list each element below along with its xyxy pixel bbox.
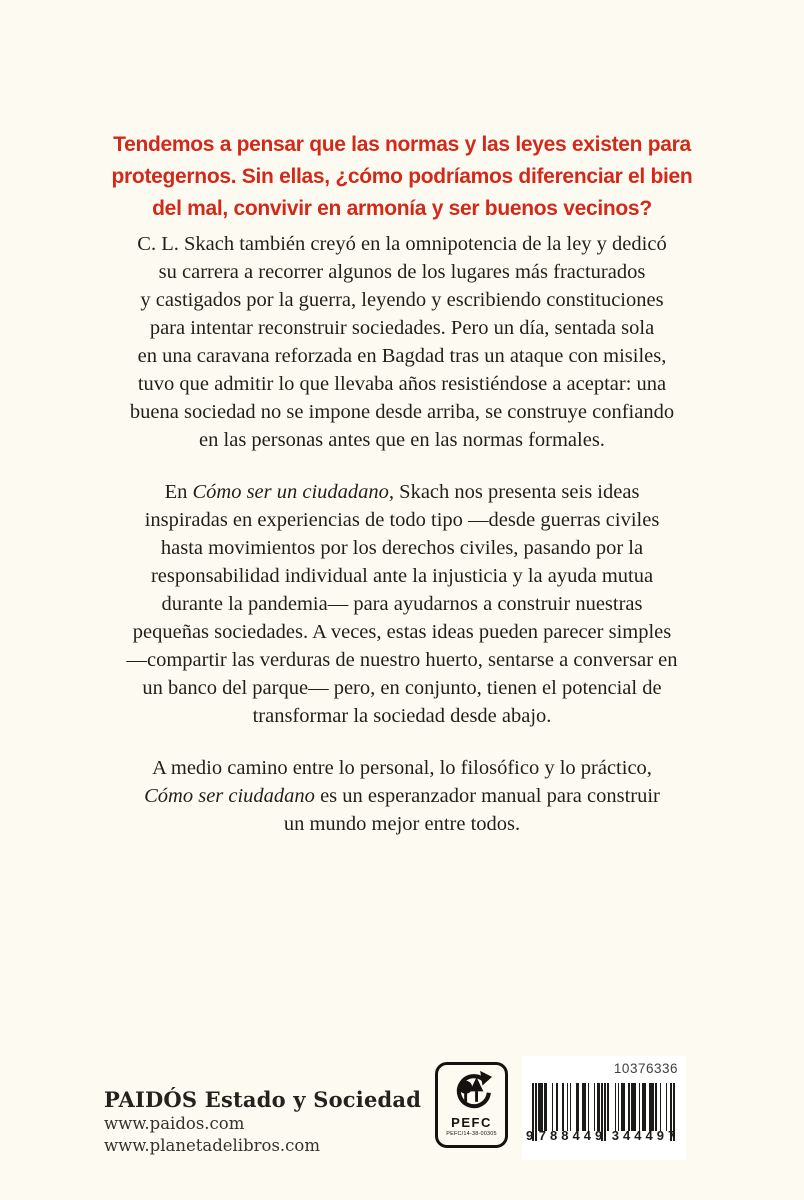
- publisher-imprint: PAIDÓS Estado y Sociedad: [104, 1087, 422, 1112]
- text-line: inspiradas en experiencias de todo tipo —desde guerras civiles: [144, 509, 660, 531]
- text-line: hasta movimientos por los derechos civiles, pasando por la: [160, 537, 644, 559]
- text-line: del mal, convivir en armonía y ser buenos vecinos?: [152, 197, 652, 220]
- text-line: protegernos. Sin ellas, ¿cómo podríamos diferenciar el bien: [111, 165, 693, 188]
- pefc-label: PEFC: [451, 1115, 492, 1130]
- product-code: 10376336: [613, 1061, 678, 1076]
- pefc-certification-badge: [435, 1062, 508, 1148]
- text-line: —compartir las verduras de nuestro huerto, sentarse a conversar en: [126, 649, 678, 671]
- text-line: su carrera a recorrer algunos de los lugares más fracturados: [158, 261, 646, 283]
- tagline: [0, 129, 804, 225]
- isbn-digit-group: 788449: [538, 1128, 607, 1143]
- text-line: un mundo mejor entre todos.: [283, 813, 521, 835]
- isbn-digit-group: 344497: [611, 1128, 680, 1143]
- text-line: Tendemos a pensar que las normas y las leyes existen para: [113, 133, 691, 156]
- text-line: tuvo que admitir lo que llevaba años resistiéndose a aceptar: una: [137, 373, 667, 395]
- planetadelibros-url: www.planetadelibros.com: [104, 1136, 320, 1155]
- publisher-block: [104, 1086, 421, 1157]
- pefc-certificate-code: PEFC/14-38-00305: [446, 1131, 497, 1137]
- text-line: un banco del parque— pero, en conjunto, tienen el potencial de: [142, 677, 662, 699]
- pefc-trees-icon: [449, 1070, 495, 1115]
- isbn-digits: [526, 1128, 682, 1143]
- text-line: y castigados por la guerra, leyendo y escribiendo constituciones: [140, 289, 664, 311]
- paragraph: [0, 230, 804, 454]
- paragraph: [0, 478, 804, 730]
- text-line: buena sociedad no se impone desde arriba, se construye confiando: [129, 401, 675, 423]
- text-line: pequeñas sociedades. A veces, estas ideas pueden parecer simples: [132, 621, 672, 643]
- synopsis: [0, 230, 804, 862]
- text-line: responsabilidad individual ante la injusticia y la ayuda mutua: [150, 565, 654, 587]
- text-line: en una caravana reforzada en Bagdad tras un ataque con misiles,: [137, 345, 667, 367]
- text-line: en las personas antes que en las normas formales.: [199, 429, 605, 451]
- text-line: Cómo ser ciudadano es un esperanzador manual para construir: [144, 785, 660, 807]
- barcode-panel: [522, 1056, 686, 1160]
- text-line: transformar la sociedad desde abajo.: [252, 705, 552, 727]
- isbn-digit-group: 9: [526, 1128, 534, 1143]
- text-line: para intentar reconstruir sociedades. Pero un día, sentada sola: [149, 317, 655, 339]
- text-line: En Cómo ser un ciudadano, Skach nos presenta seis ideas: [164, 481, 640, 503]
- text-line: durante la pandemia— para ayudarnos a construir nuestras: [161, 593, 643, 615]
- publisher-url: www.paidos.com: [104, 1114, 245, 1133]
- text-line: C. L. Skach también creyó en la omnipotencia de la ley y dedicó: [137, 233, 667, 255]
- text-line: A medio camino entre lo personal, lo filosófico y lo práctico,: [152, 757, 652, 779]
- paragraph: [0, 754, 804, 838]
